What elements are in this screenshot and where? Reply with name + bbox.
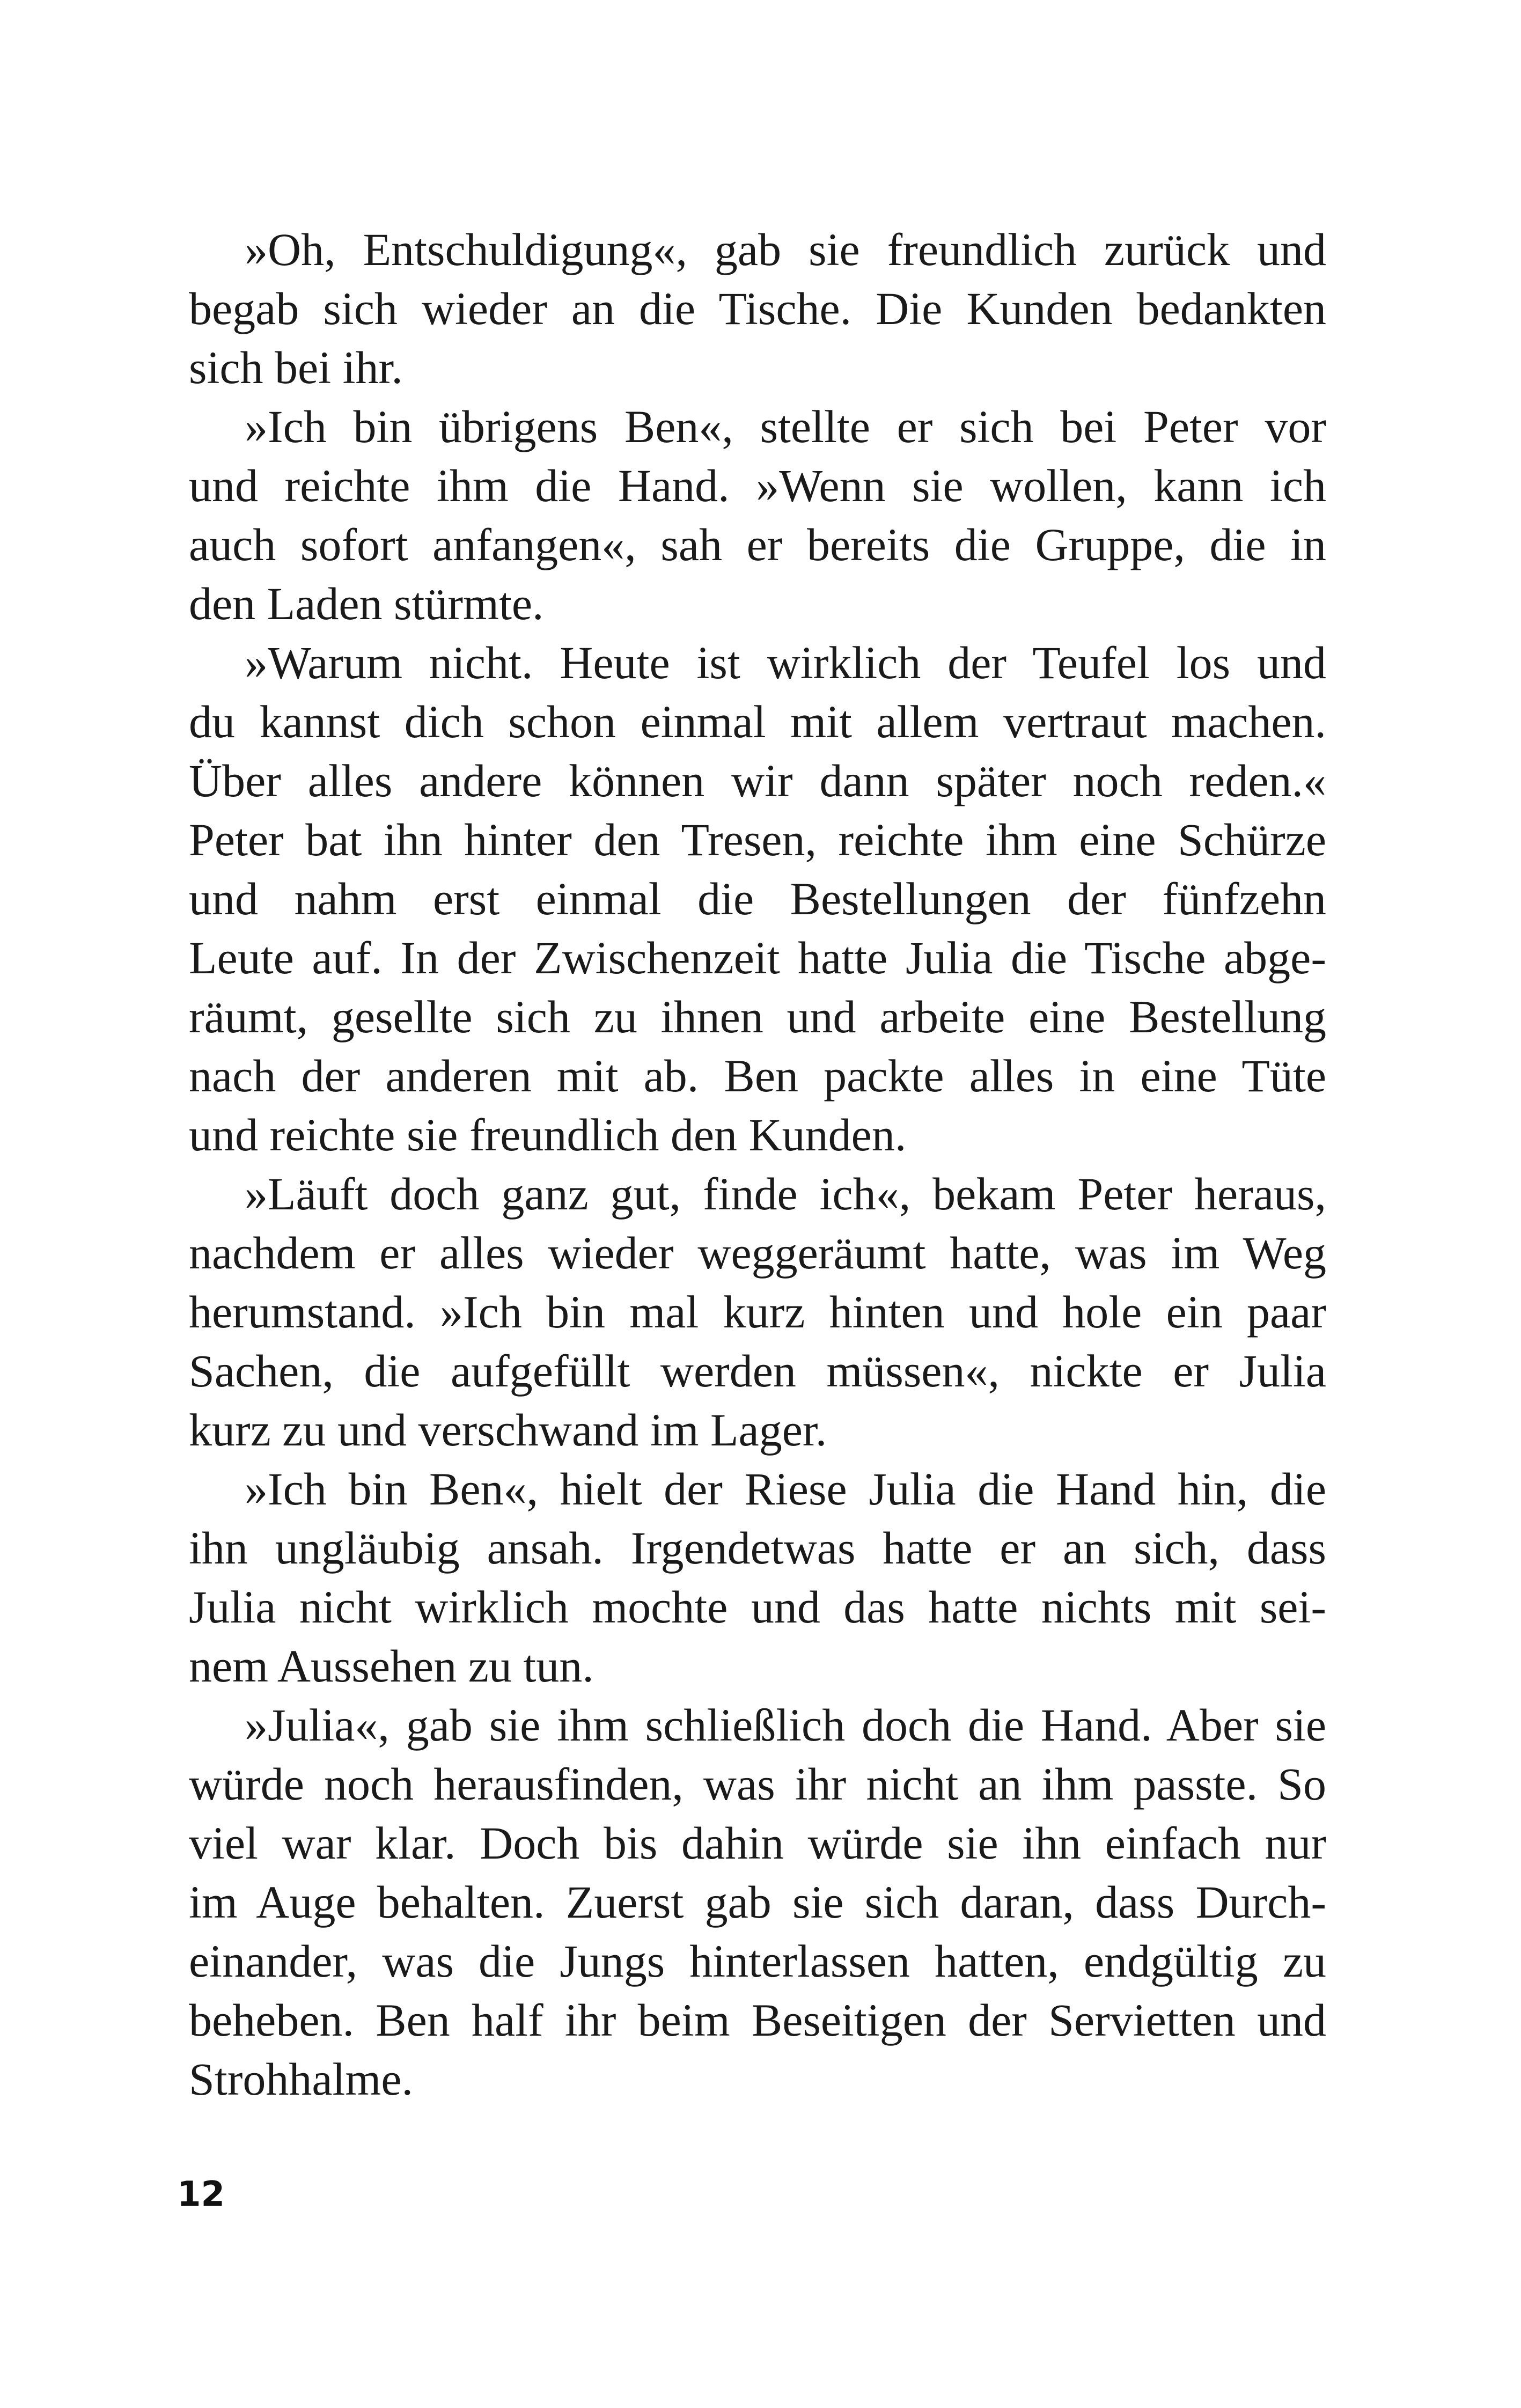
text-line: viel war klar. Doch bis dahin würde sie ihn einfach nur xyxy=(189,1817,1326,1869)
text-line: ihn ungläubig ansah. Irgendetwas hatte er an sich, dass xyxy=(189,1522,1326,1574)
text-line: den Laden stürmte. xyxy=(189,578,544,629)
text-line: Strohhalme. xyxy=(189,2053,413,2105)
text-line: nach der anderen mit ab. Ben packte alles in eine Tüte xyxy=(189,1050,1326,1102)
text-line: nachdem er alles wieder weggeräumt hatte, was im Weg xyxy=(189,1227,1326,1279)
text-line: »Julia«, gab sie ihm schließlich doch die Hand. Aber sie xyxy=(245,1699,1326,1751)
page-number: 12 xyxy=(177,2175,225,2214)
text-line: herumstand. »Ich bin mal kurz hinten und hole ein paar xyxy=(189,1286,1326,1338)
text-line: nem Aussehen zu tun. xyxy=(189,1640,594,1692)
text-line: »Oh, Entschuldigung«, gab sie freundlich zurück und xyxy=(245,224,1326,275)
text-line: Leute auf. In der Zwischenzeit hatte Julia die Tische abge- xyxy=(189,932,1326,983)
text-line: Peter bat ihn hinter den Tresen, reichte ihm eine Schürze xyxy=(189,814,1326,865)
text-line: sich bei ihr. xyxy=(189,342,403,393)
text-line: »Läuft doch ganz gut, finde ich«, bekam Peter heraus, xyxy=(245,1168,1326,1220)
text-line: würde noch herausfinden, was ihr nicht an ihm passte. So xyxy=(189,1758,1326,1810)
text-line: beheben. Ben half ihr beim Beseitigen der Servietten und xyxy=(189,1994,1326,2046)
text-line: Über alles andere können wir dann später noch reden.« xyxy=(189,755,1326,806)
text-line: kurz zu und verschwand im Lager. xyxy=(189,1404,827,1456)
text-line: Sachen, die aufgefüllt werden müssen«, nickte er Julia xyxy=(189,1345,1326,1397)
text-line: räumt, gesellte sich zu ihnen und arbeite eine Bestellung xyxy=(189,991,1326,1043)
text-line: »Ich bin Ben«, hielt der Riese Julia die Hand hin, die xyxy=(245,1463,1326,1515)
text-line: einander, was die Jungs hinterlassen hatten, endgültig zu xyxy=(189,1935,1326,1987)
body-text xyxy=(189,220,1326,2109)
text-line: du kannst dich schon einmal mit allem vertraut machen. xyxy=(189,696,1326,747)
text-line: »Ich bin übrigens Ben«, stellte er sich bei Peter vor xyxy=(245,401,1326,452)
text-line: und reichte ihm die Hand. »Wenn sie wollen, kann ich xyxy=(189,460,1326,511)
text-line: und reichte sie freundlich den Kunden. xyxy=(189,1109,907,1161)
text-line: auch sofort anfangen«, sah er bereits die Gruppe, die in xyxy=(189,519,1326,570)
text-line: begab sich wieder an die Tische. Die Kunden bedankten xyxy=(189,283,1326,334)
text-line: »Warum nicht. Heute ist wirklich der Teufel los und xyxy=(245,637,1326,688)
text-line: im Auge behalten. Zuerst gab sie sich daran, dass Durch- xyxy=(189,1876,1326,1928)
text-line: Julia nicht wirklich mochte und das hatte nichts mit sei- xyxy=(189,1581,1326,1633)
text-line: und nahm erst einmal die Bestellungen der fünfzehn xyxy=(189,873,1326,924)
